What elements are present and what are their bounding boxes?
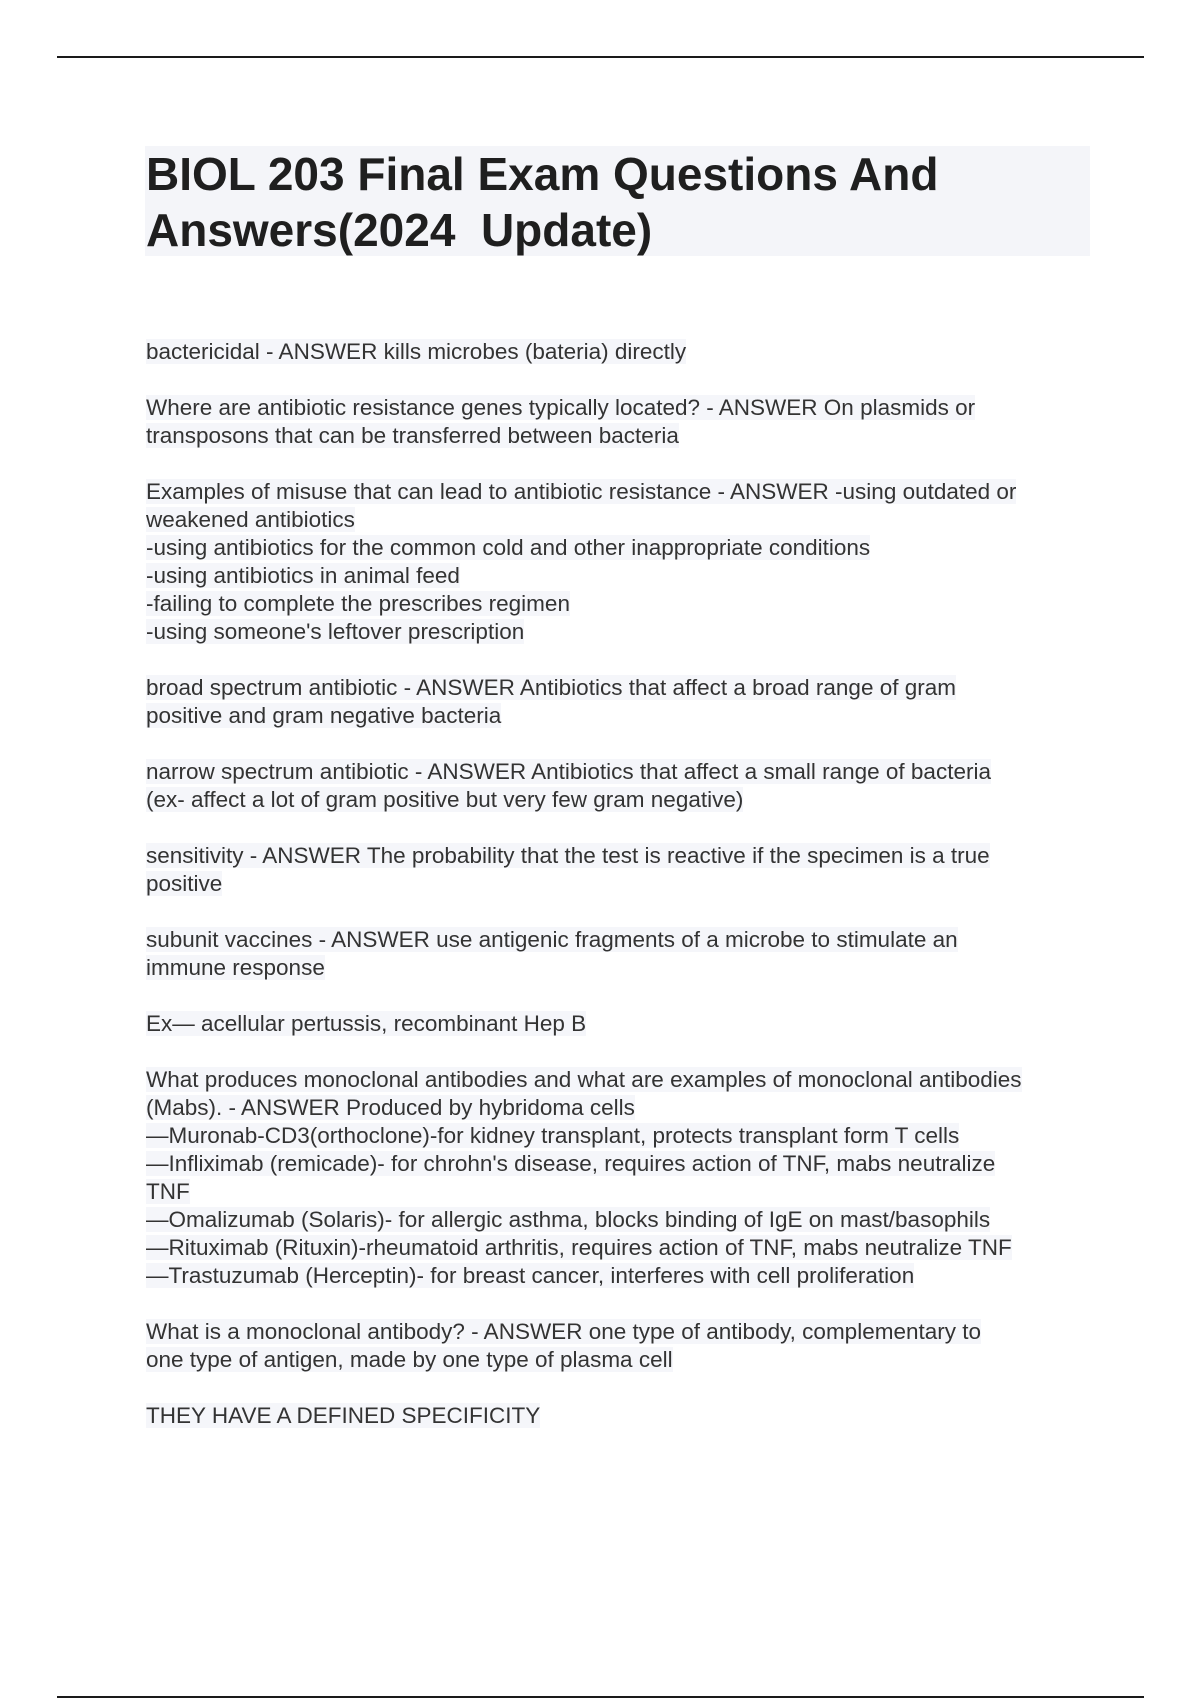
qa-line-text: -using antibiotics in animal feed bbox=[146, 563, 460, 588]
qa-list bbox=[146, 338, 1096, 1458]
qa-line bbox=[146, 1318, 1096, 1346]
qa-line-text: Where are antibiotic resistance genes typically located? - ANSWER On plasmids or bbox=[146, 395, 976, 420]
qa-line-text: What produces monoclonal antibodies and what are examples of monoclonal antibodies bbox=[146, 1067, 1022, 1092]
qa-line bbox=[146, 786, 1096, 814]
qa-line bbox=[146, 1150, 1096, 1178]
qa-line-text: (ex- affect a lot of gram positive but very few gram negative) bbox=[146, 787, 744, 812]
qa-line bbox=[146, 1066, 1096, 1094]
qa-line bbox=[146, 1206, 1096, 1234]
qa-line bbox=[146, 1234, 1096, 1262]
qa-line bbox=[146, 590, 1096, 618]
qa-line-text: subunit vaccines - ANSWER use antigenic fragments of a microbe to stimulate an bbox=[146, 927, 958, 952]
qa-entry bbox=[146, 926, 1096, 982]
top-rule bbox=[57, 56, 1144, 58]
qa-entry bbox=[146, 758, 1096, 814]
qa-line-text: positive bbox=[146, 871, 223, 896]
qa-line-text: broad spectrum antibiotic - ANSWER Antibiotics that affect a broad range of gram bbox=[146, 675, 956, 700]
qa-line bbox=[146, 1346, 1096, 1374]
qa-line-text: positive and gram negative bacteria bbox=[146, 703, 502, 728]
qa-line-text: narrow spectrum antibiotic - ANSWER Antibiotics that affect a small range of bacteria bbox=[146, 759, 991, 784]
qa-line bbox=[146, 1402, 1096, 1430]
qa-line bbox=[146, 1262, 1096, 1290]
qa-line-text: sensitivity - ANSWER The probability that the test is reactive if the specimen is a true bbox=[146, 843, 990, 868]
qa-line bbox=[146, 842, 1096, 870]
title-line-1: BIOL 203 Final Exam Questions And bbox=[146, 148, 939, 200]
qa-line bbox=[146, 618, 1096, 646]
qa-line-text: (Mabs). - ANSWER Produced by hybridoma cells bbox=[146, 1095, 635, 1120]
qa-line-text: What is a monoclonal antibody? - ANSWER one type of antibody, complementary to bbox=[146, 1319, 982, 1344]
qa-line bbox=[146, 422, 1096, 450]
qa-line-text: -using someone's leftover prescription bbox=[146, 619, 525, 644]
qa-entry bbox=[146, 1066, 1096, 1290]
qa-line bbox=[146, 1094, 1096, 1122]
qa-line-text: -failing to complete the prescribes regimen bbox=[146, 591, 570, 616]
qa-entry bbox=[146, 338, 1096, 366]
qa-line-text: one type of antigen, made by one type of plasma cell bbox=[146, 1347, 673, 1372]
qa-entry bbox=[146, 1318, 1096, 1374]
qa-line-text: —Infliximab (remicade)- for chrohn's disease, requires action of TNF, mabs neutralize bbox=[146, 1151, 996, 1176]
qa-line-text: Examples of misuse that can lead to antibiotic resistance - ANSWER -using outdated or bbox=[146, 479, 1017, 504]
qa-line bbox=[146, 394, 1096, 422]
qa-line bbox=[146, 338, 1096, 366]
qa-line-text: —Omalizumab (Solaris)- for allergic asthma, blocks binding of IgE on mast/basophils bbox=[146, 1207, 991, 1232]
qa-entry bbox=[146, 1402, 1096, 1430]
qa-line bbox=[146, 478, 1096, 506]
qa-line-text: -using antibiotics for the common cold and other inappropriate conditions bbox=[146, 535, 871, 560]
document-title bbox=[146, 146, 1086, 258]
qa-line bbox=[146, 562, 1096, 590]
qa-entry bbox=[146, 1010, 1096, 1038]
qa-line bbox=[146, 702, 1096, 730]
qa-line bbox=[146, 1178, 1096, 1206]
qa-line bbox=[146, 954, 1096, 982]
qa-line bbox=[146, 674, 1096, 702]
qa-entry bbox=[146, 674, 1096, 730]
qa-line-text: —Muronab-CD3(orthoclone)-for kidney transplant, protects transplant form T cells bbox=[146, 1123, 960, 1148]
qa-line bbox=[146, 1010, 1096, 1038]
qa-line-text: transposons that can be transferred between bacteria bbox=[146, 423, 679, 448]
qa-entry bbox=[146, 478, 1096, 646]
qa-line bbox=[146, 926, 1096, 954]
qa-line-text: TNF bbox=[146, 1179, 190, 1204]
qa-line-text: immune response bbox=[146, 955, 325, 980]
bottom-rule bbox=[57, 1696, 1144, 1698]
qa-entry bbox=[146, 842, 1096, 898]
qa-line-text: —Rituximab (Rituxin)-rheumatoid arthritis, requires action of TNF, mabs neutralize TNF bbox=[146, 1235, 1012, 1260]
qa-line bbox=[146, 534, 1096, 562]
qa-line bbox=[146, 506, 1096, 534]
qa-line bbox=[146, 870, 1096, 898]
qa-line-text: THEY HAVE A DEFINED SPECIFICITY bbox=[146, 1403, 541, 1428]
title-line-2: Answers(2024 Update) bbox=[146, 204, 653, 256]
qa-line-text: Ex— acellular pertussis, recombinant Hep B bbox=[146, 1011, 587, 1036]
qa-line bbox=[146, 1122, 1096, 1150]
qa-line bbox=[146, 758, 1096, 786]
qa-line-text: bactericidal - ANSWER kills microbes (bateria) directly bbox=[146, 339, 687, 364]
qa-entry bbox=[146, 394, 1096, 450]
qa-line-text: weakened antibiotics bbox=[146, 507, 355, 532]
qa-line-text: —Trastuzumab (Herceptin)- for breast cancer, interferes with cell proliferation bbox=[146, 1263, 915, 1288]
